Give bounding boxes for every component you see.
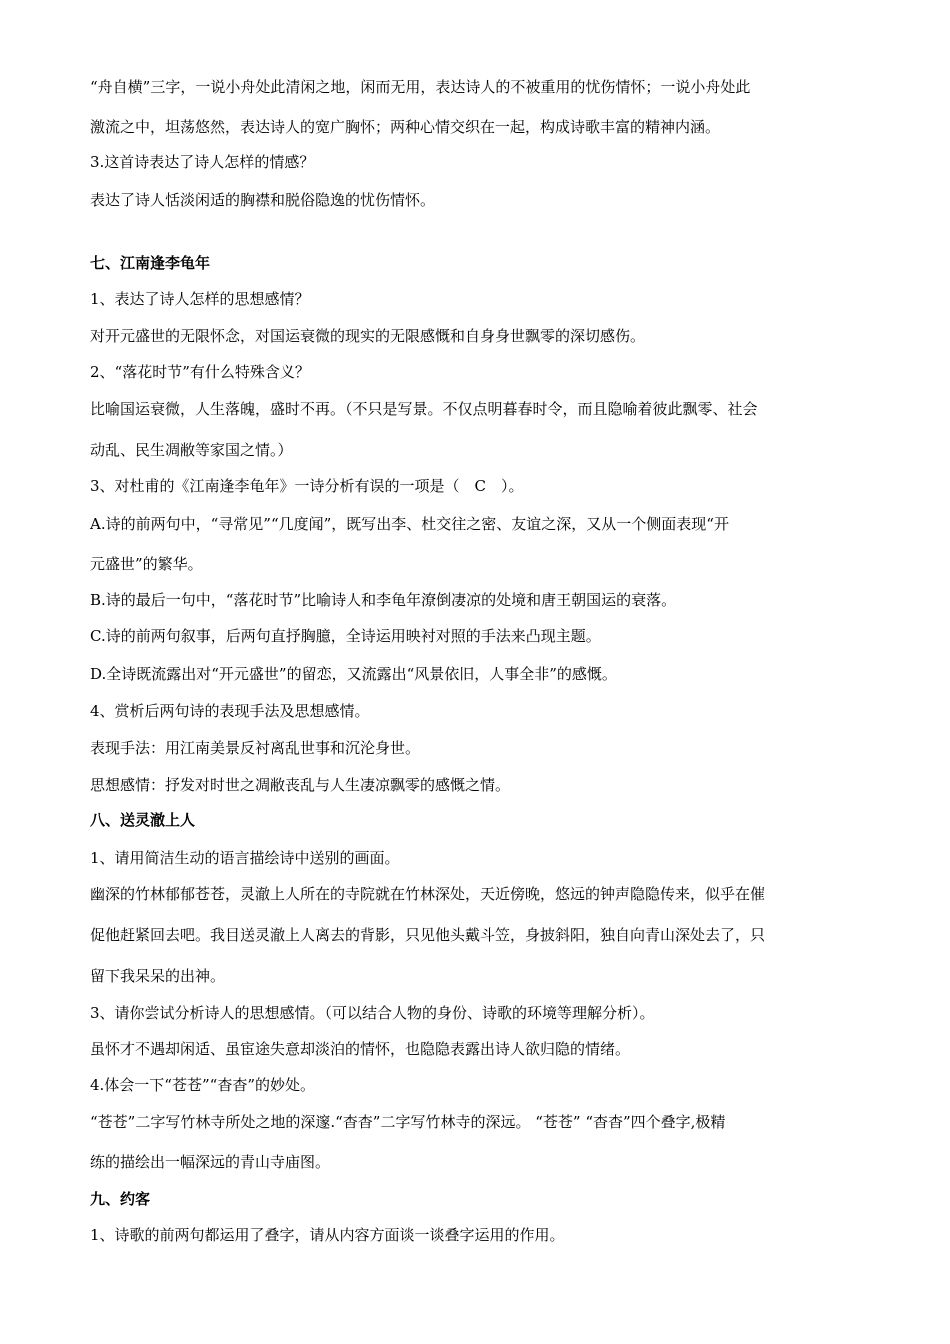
- text-line: 2、“落花时节”有什么特殊含义？: [90, 363, 310, 381]
- text-line: 幽深的竹林郁郁苍苍，灵澈上人所在的寺院就在竹林深处，天近傍晚，悠远的钟声隐隐传来，似乎在催: [90, 885, 766, 903]
- text-line: 留下我呆呆的出神。: [90, 967, 226, 985]
- option-c-line: C.诗的前两句叙事，后两句直抒胸臆，全诗运用映衬对照的手法来凸现主题。: [90, 627, 601, 645]
- section-heading-7: 七、江南逢李龟年: [90, 254, 211, 272]
- text-line: 促他赶紧回去吧。我目送灵澈上人离去的背影，只见他头戴斗笠，身披斜阳，独自向青山深处去了，只: [90, 926, 766, 944]
- text-line: 4、赏析后两句诗的表现手法及思想感情。: [90, 702, 370, 720]
- option-b-line: B.诗的最后一句中，“落花时节”比喻诗人和李龟年潦倒凄凉的处境和唐王朝国运的衰落。: [90, 591, 677, 609]
- text-line: “苍苍”二字写竹林寺所处之地的深邃.“杳杳”二字写竹林寺的深远。 “苍苍” “杳杳”四个叠字,极精: [90, 1113, 726, 1131]
- text-line: 表达了诗人恬淡闲适的胸襟和脱俗隐逸的忧伤情怀。: [90, 191, 436, 209]
- text-line: 思想感情：抒发对时世之凋敝丧乱与人生凄凉飘零的感慨之情。: [90, 776, 511, 794]
- text-line: 1、表达了诗人怎样的思想感情？: [90, 290, 310, 308]
- text-line: 4.体会一下“苍苍”“杳杳”的妙处。: [90, 1076, 315, 1094]
- text-line: 3.这首诗表达了诗人怎样的情感？: [90, 153, 315, 171]
- text-line: 练的描绘出一幅深远的青山寺庙图。: [90, 1153, 331, 1171]
- text-line: 动乱、民生凋敝等家国之情。）: [90, 441, 293, 459]
- section-heading-8: 八、送灵澈上人: [90, 811, 196, 829]
- option-d-line: D.全诗既流露出对“开元盛世”的留恋，又流露出“风景依旧，人事全非”的感慨。: [90, 665, 617, 683]
- text-line: “舟自横”三字，一说小舟处此清闲之地，闲而无用，表达诗人的不被重用的忧伤情怀；一说小舟处此: [90, 78, 751, 96]
- option-a-line: A.诗的前两句中，“寻常见”“几度闻”，既写出李、杜交往之密、友谊之深，又从一个侧面表现“开: [90, 515, 729, 533]
- question-line: 3、对杜甫的《江南逢李龟年》一诗分析有误的一项是（ C ）。: [90, 477, 524, 495]
- section-heading-9: 九、约客: [90, 1190, 151, 1208]
- text-line: 1、诗歌的前两句都运用了叠字，请从内容方面谈一谈叠字运用的作用。: [90, 1226, 565, 1244]
- text-line: 3、请你尝试分析诗人的思想感情。（可以结合人物的身份、诗歌的环境等理解分析）。: [90, 1004, 655, 1022]
- text-line: 比喻国运衰微，人生落魄，盛时不再。（不只是写景。不仅点明暮春时令，而且隐喻着彼此飘零、社会: [90, 400, 758, 418]
- text-line: 虽怀才不遇却闲适、虽宦途失意却淡泊的情怀，也隐隐表露出诗人欲归隐的情绪。: [90, 1040, 631, 1058]
- text-line: 对开元盛世的无限怀念，对国运衰微的现实的无限感慨和自身身世飘零的深切感伤。: [90, 327, 646, 345]
- option-a-line: 元盛世”的繁华。: [90, 555, 203, 573]
- text-line: 激流之中，坦荡悠然，表达诗人的宽广胸怀；两种心情交织在一起，构成诗歌丰富的精神内涵。: [90, 118, 721, 136]
- text-line: 表现手法：用江南美景反衬离乱世事和沉沦身世。: [90, 739, 421, 757]
- text-line: 1、请用简洁生动的语言描绘诗中送别的画面。: [90, 849, 400, 867]
